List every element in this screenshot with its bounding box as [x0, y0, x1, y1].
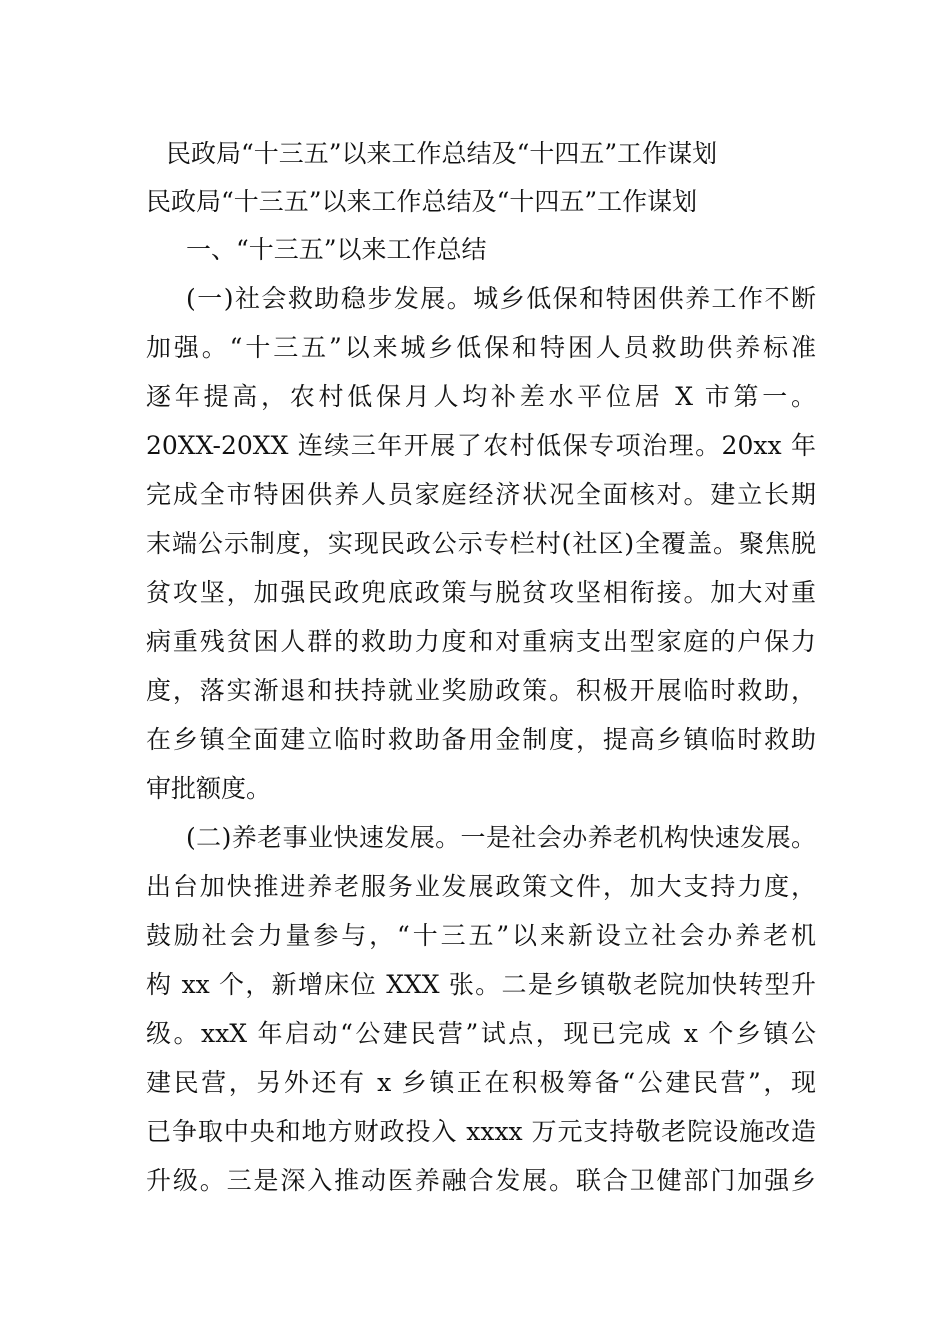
- paragraph-line: 构 xx 个，新增床位 XXX 张。二是乡镇敬老院加快转型升: [146, 970, 816, 999]
- paragraph-line: 末端公示制度，实现民政公示专栏村(社区)全覆盖。聚焦脱: [146, 529, 816, 558]
- paragraph-line: (一)社会救助稳步发展。城乡低保和特困供养工作不断: [186, 284, 816, 313]
- document-title-line-1: 民政局“十三五”以来工作总结及“十四五”工作谋划: [166, 139, 718, 168]
- paragraph-line: 完成全市特困供养人员家庭经济状况全面核对。建立长期: [146, 480, 816, 509]
- paragraph-line: 病重残贫困人群的救助力度和对重病支出型家庭的户保力: [146, 627, 816, 656]
- paragraph-line: 加强。“十三五”以来城乡低保和特困人员救助供养标准: [146, 333, 816, 362]
- paragraph-line: 在乡镇全面建立临时救助备用金制度，提高乡镇临时救助: [146, 725, 816, 754]
- paragraph-line: 级。xxX 年启动“公建民营”试点，现已完成 x 个乡镇公: [146, 1019, 816, 1048]
- paragraph-line: 鼓励社会力量参与，“十三五”以来新设立社会办养老机: [146, 921, 816, 950]
- paragraph-line: 贫攻坚，加强民政兜底政策与脱贫攻坚相衔接。加大对重: [146, 578, 816, 607]
- paragraph-line: 20XX-20XX 连续三年开展了农村低保专项治理。20xx 年: [146, 431, 816, 460]
- paragraph-line: (二)养老事业快速发展。一是社会办养老机构快速发展。: [186, 823, 816, 852]
- paragraph-line: 升级。三是深入推动医养融合发展。联合卫健部门加强乡: [146, 1166, 816, 1195]
- paragraph-line: 已争取中央和地方财政投入 xxxx 万元支持敬老院设施改造: [146, 1117, 816, 1146]
- paragraph-line: 度，落实渐退和扶持就业奖励政策。积极开展临时救助，: [146, 676, 816, 705]
- paragraph-line: 审批额度。: [146, 774, 272, 803]
- paragraph-line: 建民营，另外还有 x 乡镇正在积极筹备“公建民营”，现: [146, 1068, 816, 1097]
- paragraph-line: 逐年提高，农村低保月人均补差水平位居 X 市第一。: [146, 382, 816, 411]
- document-title-line-2: 民政局“十三五”以来工作总结及“十四五”工作谋划: [146, 187, 698, 216]
- section-heading: 一、“十三五”以来工作总结: [186, 235, 487, 264]
- paragraph-line: 出台加快推进养老服务业发展政策文件，加大支持力度，: [146, 872, 816, 901]
